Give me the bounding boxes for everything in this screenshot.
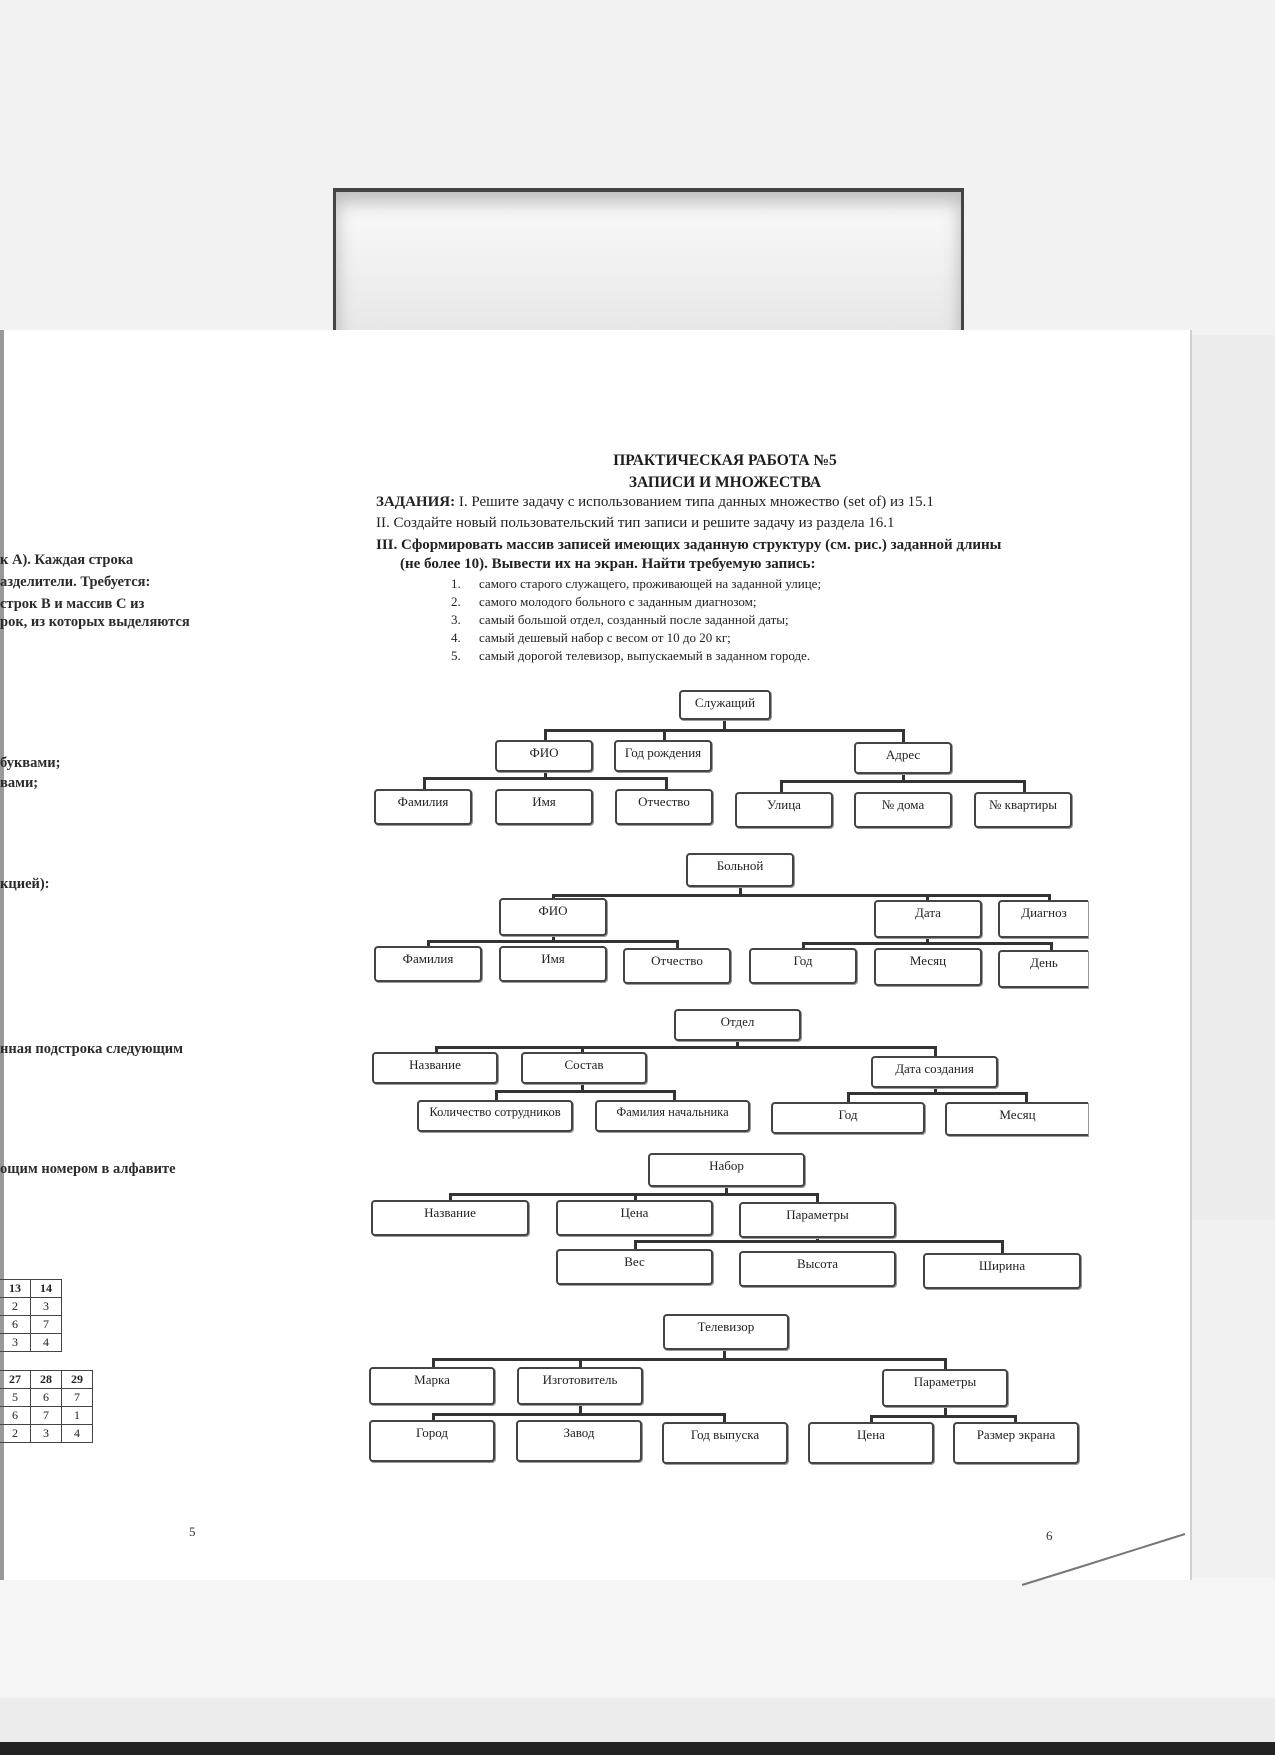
tree-connector [581, 1084, 584, 1092]
node-patronymic: Отчество [623, 948, 731, 984]
node-fio: ФИО [495, 740, 593, 772]
tasks-label: ЗАДАНИЯ: [376, 494, 456, 510]
left-text-line: к А). Каждая строка [0, 552, 134, 568]
task-2-text: II. Создайте новый пользовательский тип записи и решите задачу из раздела 16.1 [376, 515, 895, 531]
table-cell: 7 [31, 1407, 62, 1425]
node-employee-count: Количество сотрудников [417, 1100, 573, 1132]
node-parameters: Параметры [739, 1202, 896, 1238]
left-text-line: вами; [0, 775, 39, 791]
tree-connector [902, 773, 905, 782]
node-day: День [998, 950, 1088, 988]
page-title: ПРАКТИЧЕСКАЯ РАБОТА №5 [613, 452, 837, 469]
table-cell: 6 [0, 1316, 31, 1334]
list-item-number: 3. [451, 612, 461, 627]
node-height: Высота [739, 1251, 896, 1287]
table-cell: 2 [0, 1425, 31, 1443]
node-employee: Служащий [679, 690, 771, 720]
table-cell: 3 [0, 1334, 31, 1352]
list-item-text: самый большой отдел, созданный после заданной даты; [479, 612, 789, 627]
node-weight: Вес [556, 1249, 713, 1285]
left-text-line: строк B и массив C из [0, 596, 145, 612]
node-house-number: № дома [854, 792, 952, 828]
node-creation-date: Дата создания [871, 1056, 998, 1088]
table-cell: 3 [31, 1298, 62, 1316]
node-year: Год [771, 1102, 925, 1134]
table-cell: 6 [0, 1407, 31, 1425]
table-cell: 3 [31, 1425, 62, 1443]
node-plant: Завод [516, 1420, 642, 1462]
node-tv: Телевизор [663, 1314, 789, 1350]
table-cell: 7 [62, 1389, 93, 1407]
table-cell: 29 [62, 1371, 93, 1389]
node-parameters: Параметры [882, 1369, 1008, 1407]
tree-connector [544, 729, 904, 732]
node-price: Цена [556, 1200, 713, 1236]
scan-margin-right [1188, 1220, 1275, 1580]
left-text-line: нная подстрока следующим [0, 1041, 183, 1057]
page-subtitle: ЗАПИСИ И МНОЖЕСТВА [628, 474, 822, 491]
table-cell: 4 [31, 1334, 62, 1352]
node-month: Месяц [874, 948, 982, 986]
node-month: Месяц [945, 1102, 1088, 1136]
list-item-text: самый дорогой телевизор, выпускаемый в заданном городе. [479, 648, 811, 663]
list-item [451, 612, 789, 628]
task-3-continued: (не более 10). Вывести их на экран. Найти требуемую запись: [400, 556, 816, 572]
table-cell: 1 [62, 1407, 93, 1425]
node-width: Ширина [923, 1253, 1081, 1289]
tree-connector [870, 1415, 1016, 1418]
node-department: Отдел [674, 1009, 801, 1041]
node-surname: Фамилия [374, 789, 472, 825]
list-item [451, 648, 810, 664]
left-text-line: буквами; [0, 755, 61, 771]
list-item [451, 576, 821, 592]
tree-connector [495, 1090, 498, 1100]
left-table-1 [0, 1279, 62, 1352]
scanner-window-slot [333, 188, 964, 342]
list-item-text: самый дешевый набор с весом от 10 до 20 кг; [479, 630, 731, 645]
node-title: Название [371, 1200, 529, 1236]
left-page-number: 5 [189, 1524, 196, 1539]
tree-connector [934, 1088, 937, 1094]
left-text-line: ощим номером в алфавите [0, 1161, 176, 1177]
table-cell: 2 [0, 1298, 31, 1316]
scan-edge-bar [0, 1742, 1275, 1755]
tree-connector [552, 935, 555, 942]
list-item-number: 4. [451, 630, 461, 645]
node-flat-number: № квартиры [974, 792, 1072, 828]
list-item [451, 630, 731, 646]
right-page-number: 6 [1046, 1528, 1053, 1543]
task-1-text: I. Решите задачу с использованием типа данных множество (set of) из 15.1 [458, 494, 934, 510]
list-item-number: 5. [451, 648, 461, 663]
node-name: Имя [495, 789, 593, 825]
node-release-year: Год выпуска [662, 1422, 788, 1464]
table-cell: 5 [0, 1389, 31, 1407]
tree-connector [552, 894, 1050, 897]
node-screen-size: Размер экрана [953, 1422, 1079, 1464]
node-price: Цена [808, 1422, 934, 1464]
node-name: Имя [499, 946, 607, 982]
node-city: Город [369, 1420, 495, 1462]
node-title: Название [372, 1052, 498, 1084]
tree-connector [1001, 1240, 1004, 1254]
list-item-text: самого старого служащего, проживающей на заданной улице; [479, 576, 822, 591]
node-set: Набор [648, 1153, 805, 1187]
table-cell: 6 [31, 1389, 62, 1407]
table-cell: 28 [31, 1371, 62, 1389]
node-date: Дата [874, 900, 982, 938]
node-birth-year: Год рождения [614, 740, 712, 772]
task-line-1 [376, 494, 934, 511]
node-brand: Марка [369, 1367, 495, 1405]
tree-connector [847, 1092, 1027, 1095]
tree-connector [495, 1090, 675, 1093]
node-patronymic: Отчество [615, 789, 713, 825]
table-cell: 4 [62, 1425, 93, 1443]
node-patient: Больной [686, 853, 794, 887]
list-item [451, 594, 757, 610]
list-item-text: самого молодого больного с заданным диагнозом; [479, 594, 757, 609]
scan-margin-bottom [0, 1578, 1275, 1698]
table-cell: 14 [31, 1280, 62, 1298]
tree-connector [432, 1358, 946, 1361]
node-staff: Состав [521, 1052, 647, 1084]
list-item-number: 1. [451, 576, 461, 591]
node-year: Год [749, 948, 857, 984]
tree-connector [944, 1406, 947, 1417]
task-3-text: III. Сформировать массив записей имеющих заданную структуру (см. рис.) заданной длины [376, 537, 1002, 553]
page-corner-fold [1020, 1525, 1190, 1595]
node-address: Адрес [854, 742, 952, 774]
list-item-number: 2. [451, 594, 461, 609]
left-text-line: азделители. Требуется: [0, 574, 151, 590]
node-head-surname: Фамилия начальника [595, 1100, 750, 1132]
tree-connector [579, 1405, 582, 1415]
node-street: Улица [735, 792, 833, 828]
table-cell: 27 [0, 1371, 31, 1389]
node-surname: Фамилия [374, 946, 482, 982]
tree-connector [676, 940, 679, 948]
node-fio: ФИО [499, 898, 607, 936]
left-text-line: рок, из которых выделяются [0, 614, 190, 630]
node-manufacturer: Изготовитель [517, 1367, 643, 1405]
tree-connector [902, 729, 905, 743]
tree-connector [435, 1046, 936, 1049]
table-cell: 7 [31, 1316, 62, 1334]
node-diagnosis: Диагноз [998, 900, 1088, 938]
left-table-2 [0, 1370, 93, 1443]
tree-connector [673, 1090, 676, 1100]
left-text-line: кцией): [0, 876, 50, 892]
table-cell: 13 [0, 1280, 31, 1298]
